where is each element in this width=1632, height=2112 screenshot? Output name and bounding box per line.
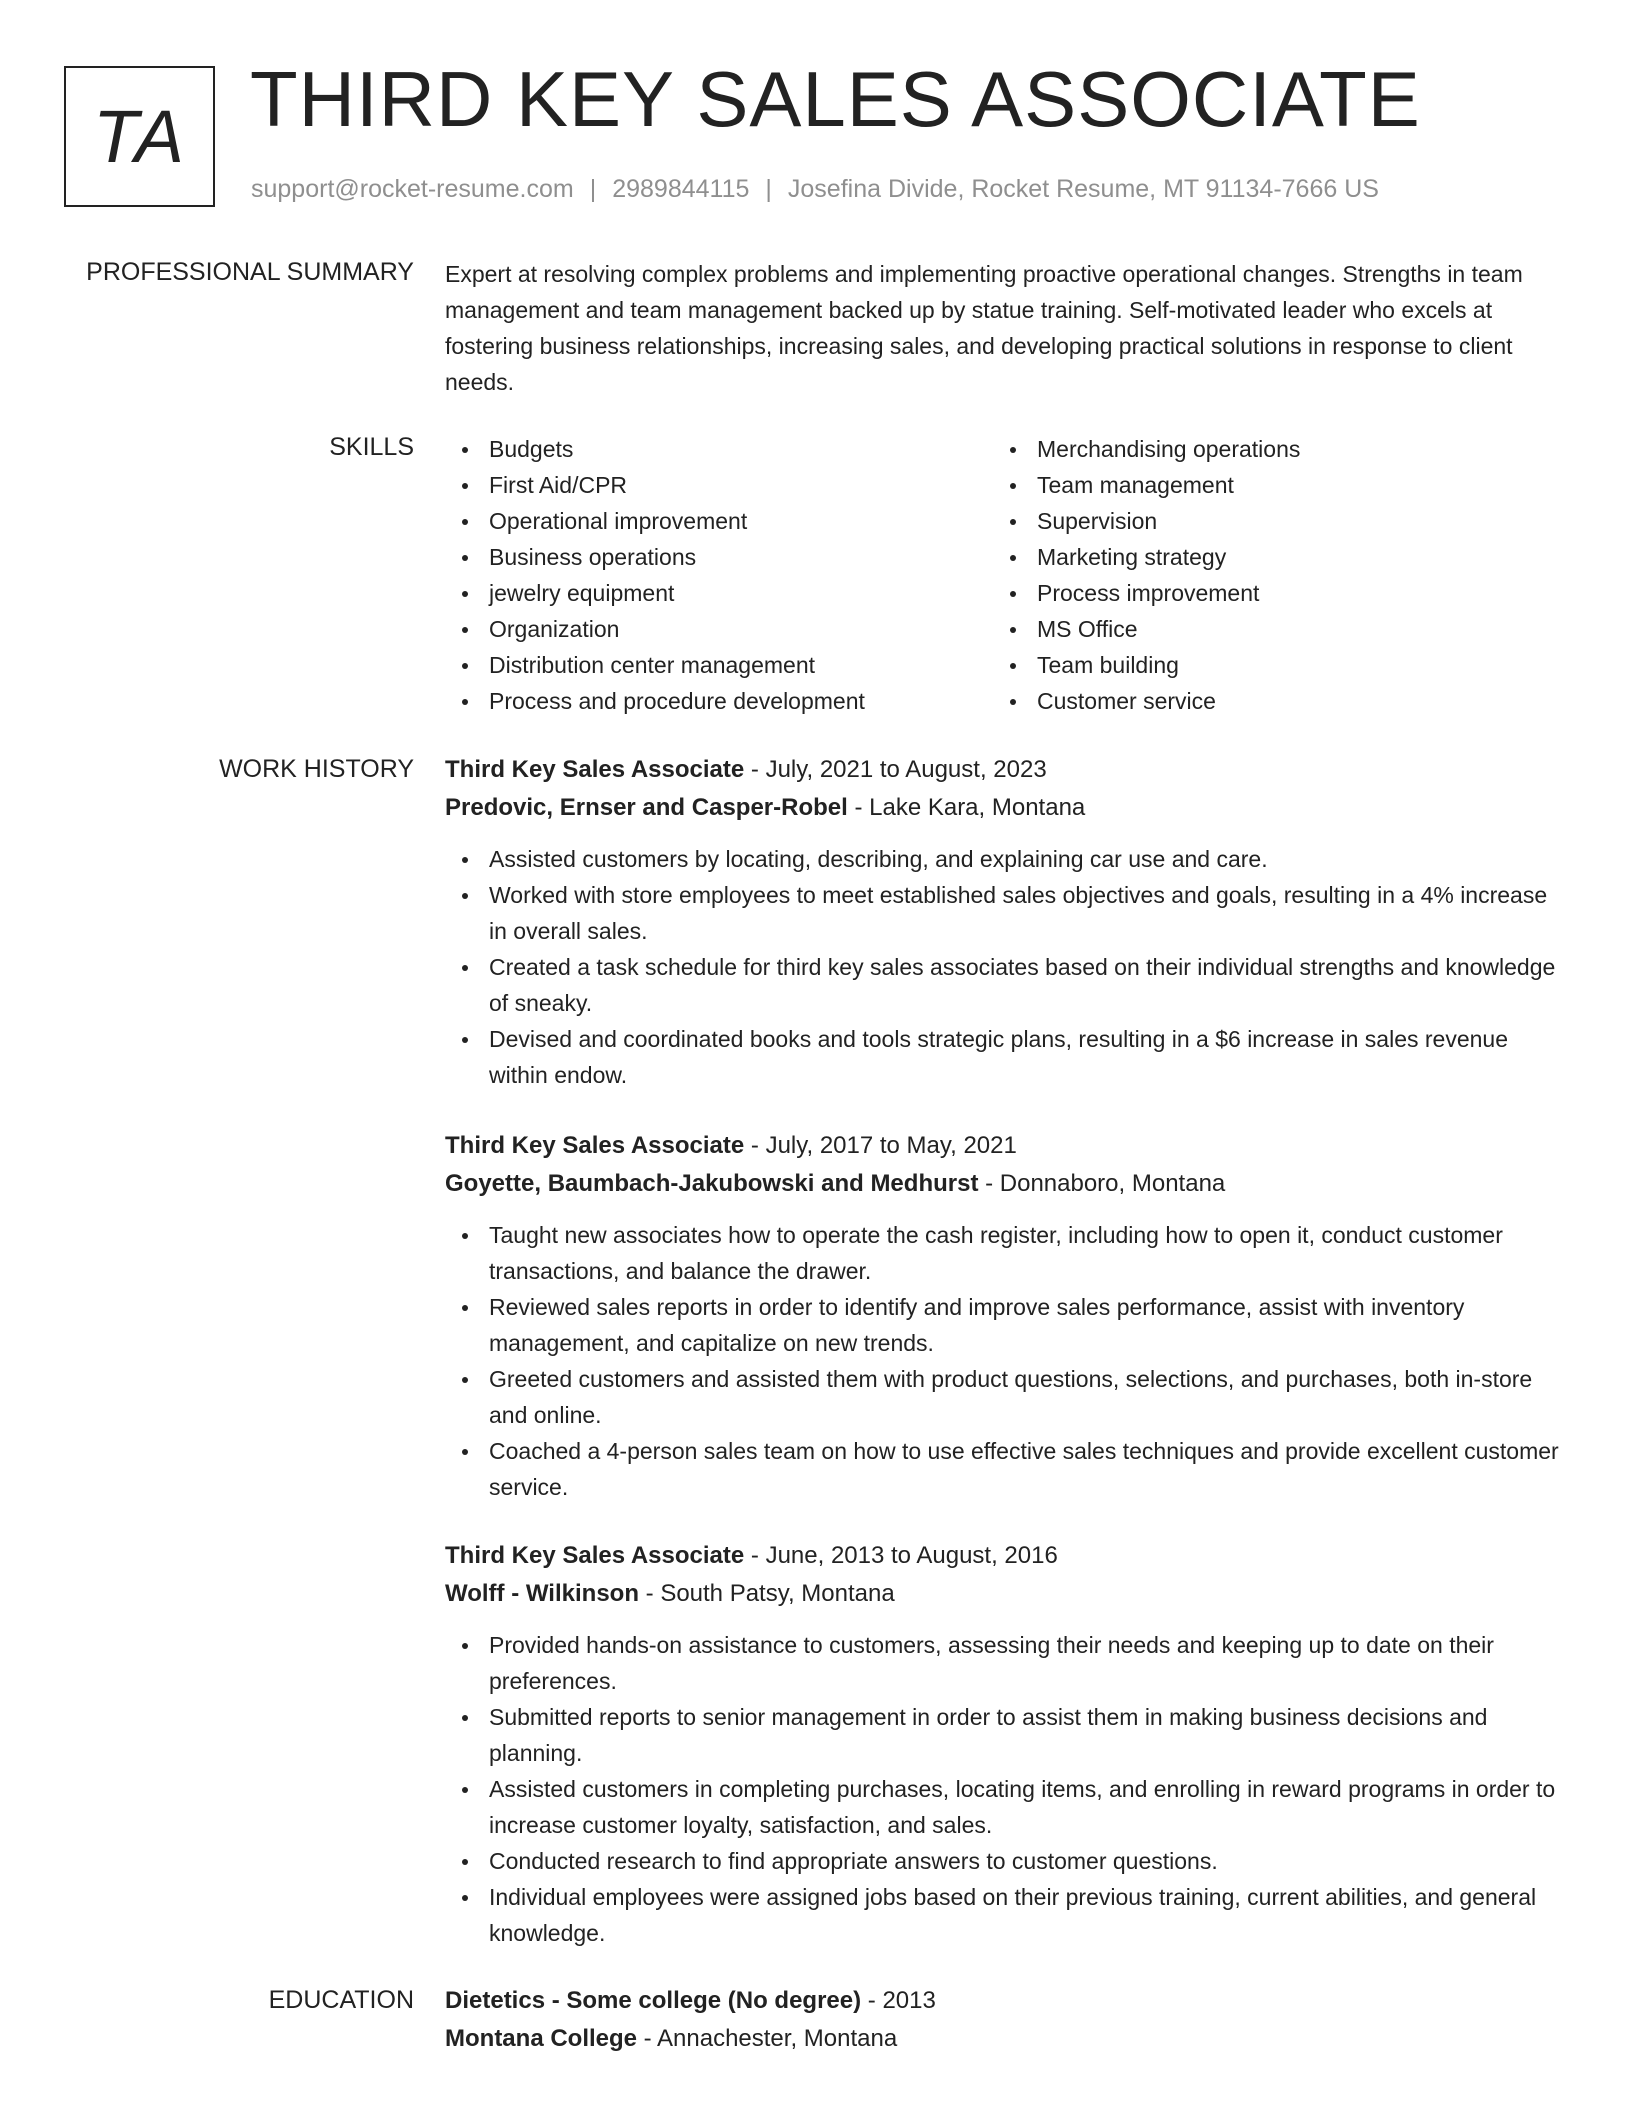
job-bullet: Submitted reports to senior management in order to assist them in making business decisions and planning. (445, 1699, 1565, 1771)
job-bullet: Worked with store employees to meet established sales objectives and goals, resulting in a 4% increase in overall sales. (445, 877, 1565, 949)
job-dates: - July, 2021 to August, 2023 (744, 756, 1047, 783)
monogram-badge: TA (64, 66, 215, 207)
job-location: - South Patsy, Montana (638, 1580, 895, 1607)
job-company: Goyette, Baumbach-Jakubowski and Medhurst (445, 1170, 979, 1197)
skill-item: Supervision (993, 503, 1541, 539)
skill-item: Process improvement (993, 575, 1541, 611)
job-entry (445, 751, 1565, 1093)
job-title: Third Key Sales Associate (445, 1542, 745, 1569)
skill-item: Marketing strategy (993, 539, 1541, 575)
skill-item: Customer service (993, 683, 1541, 719)
job-entry (445, 1537, 1565, 1951)
job-title-line (445, 1537, 1565, 1575)
skills-section (445, 431, 1565, 719)
job-company-line (445, 789, 1565, 827)
job-bullet: Created a task schedule for third key sales associates based on their individual strengths and knowledge of sneaky. (445, 949, 1565, 1021)
job-bullet: Reviewed sales reports in order to identify and improve sales performance, assist with inventory management, and capitalize on new trends. (445, 1289, 1565, 1361)
job-bullet: Individual employees were assigned jobs based on their previous training, current abilities, and general knowledge. (445, 1879, 1565, 1951)
education-heading: EDUCATION (268, 1986, 414, 2014)
job-dates: - June, 2013 to August, 2016 (744, 1542, 1058, 1569)
contact-email: support@rocket-resume.com (251, 175, 574, 203)
job-bullets (445, 1217, 1565, 1505)
skill-item: Organization (445, 611, 993, 647)
job-bullets (445, 841, 1565, 1093)
job-title-line (445, 751, 1565, 789)
skill-item: Merchandising operations (993, 431, 1541, 467)
summary-text: Expert at resolving complex problems and implementing proactive operational changes. Strengths in team management and team management backed up by statue training. Self-motivated leader who excels at fostering business relationships, increasing sales, and developing practical solutions in response to client needs. (445, 261, 1523, 395)
job-company: Predovic, Ernser and Casper-Robel (445, 794, 848, 821)
job-bullet: Coached a 4-person sales team on how to use effective sales techniques and provide excellent customer service. (445, 1433, 1565, 1505)
job-bullets (445, 1627, 1565, 1951)
job-dates: - July, 2017 to May, 2021 (744, 1132, 1017, 1159)
job-company-line (445, 1575, 1565, 1613)
contact-line (251, 175, 1379, 204)
skill-item: MS Office (993, 611, 1541, 647)
job-location: - Donnaboro, Montana (978, 1170, 1226, 1197)
job-bullet: Taught new associates how to operate the cash register, including how to open it, conduct customer transactions, and balance the drawer. (445, 1217, 1565, 1289)
contact-separator: | (765, 175, 772, 203)
school-location: - Annachester, Montana (637, 2025, 898, 2052)
degree-year: - 2013 (861, 1987, 936, 2014)
school-name: Montana College (445, 2025, 638, 2052)
job-bullet: Greeted customers and assisted them with product questions, selections, and purchases, both in-store and online. (445, 1361, 1565, 1433)
job-bullet: Conducted research to find appropriate answers to customer questions. (445, 1843, 1565, 1879)
skill-item: Distribution center management (445, 647, 993, 683)
summary-heading: PROFESSIONAL SUMMARY (86, 258, 414, 286)
resume-name: THIRD KEY SALES ASSOCIATE (250, 55, 1421, 143)
contact-address: Josefina Divide, Rocket Resume, MT 91134-7666 US (787, 175, 1379, 203)
contact-separator: | (589, 175, 597, 203)
skills-heading: SKILLS (329, 433, 414, 461)
school-line (445, 2020, 1565, 2058)
job-bullet: Provided hands-on assistance to customers, assessing their needs and keeping up to date on their preferences. (445, 1627, 1565, 1699)
job-location: - Lake Kara, Montana (847, 794, 1086, 821)
skill-item: Team management (993, 467, 1541, 503)
skill-item: Operational improvement (445, 503, 993, 539)
job-entry (445, 1127, 1565, 1505)
skill-item: Team building (993, 647, 1541, 683)
skills-column-2 (993, 431, 1541, 719)
skills-column-1 (445, 431, 993, 719)
job-bullet: Assisted customers by locating, describing, and explaining car use and care. (445, 841, 1565, 877)
skill-item: First Aid/CPR (445, 467, 993, 503)
work-history-heading: WORK HISTORY (219, 755, 414, 783)
degree: Dietetics - Some college (No degree) (445, 1987, 862, 2014)
job-company-line (445, 1165, 1565, 1203)
job-bullet: Devised and coordinated books and tools strategic plans, resulting in a $6 increase in sales revenue within endow. (445, 1021, 1565, 1093)
skill-item: jewelry equipment (445, 575, 993, 611)
degree-line (445, 1982, 1565, 2020)
job-company: Wolff - Wilkinson (445, 1580, 639, 1607)
summary-section (445, 256, 1565, 400)
education-entry (445, 1982, 1565, 2058)
job-bullet: Assisted customers in completing purchases, locating items, and enrolling in reward programs in order to increase customer loyalty, satisfaction, and sales. (445, 1771, 1565, 1843)
skill-item: Budgets (445, 431, 993, 467)
skill-item: Business operations (445, 539, 993, 575)
job-title: Third Key Sales Associate (445, 756, 745, 783)
job-title: Third Key Sales Associate (445, 1132, 745, 1159)
contact-phone: 2989844115 (612, 175, 750, 203)
skill-item: Process and procedure development (445, 683, 993, 719)
job-title-line (445, 1127, 1565, 1165)
